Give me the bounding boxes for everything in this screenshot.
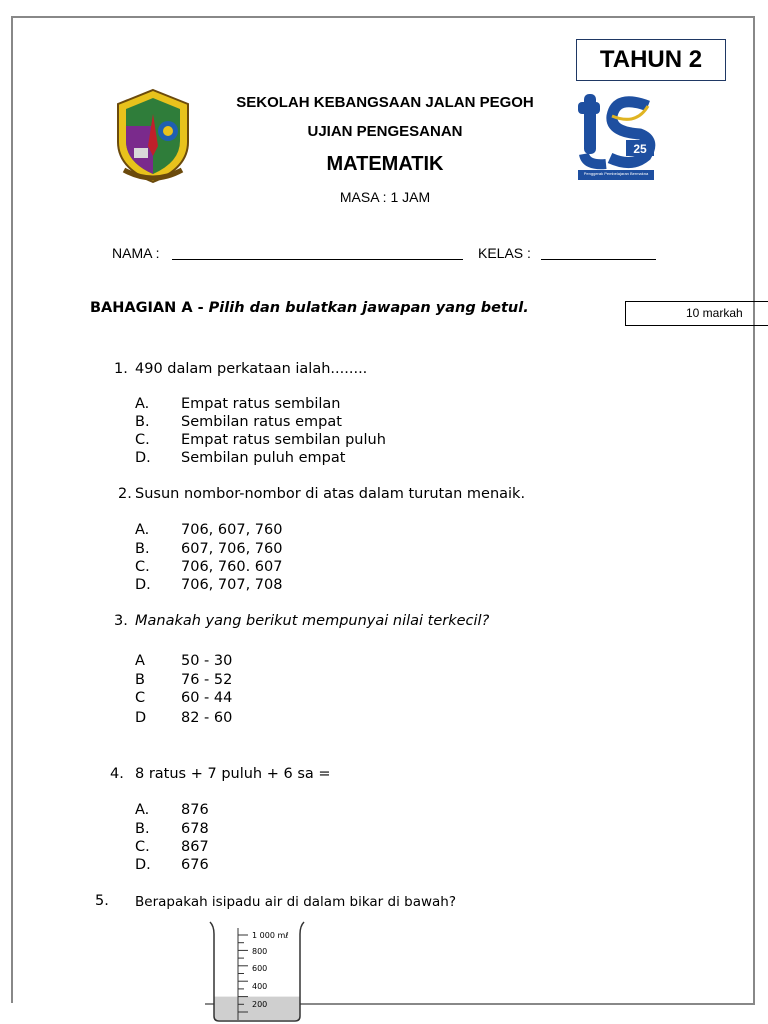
- option-text[interactable]: 876: [181, 802, 209, 818]
- question-text: 8 ratus + 7 puluh + 6 sa =: [135, 766, 331, 782]
- option-label[interactable]: C: [135, 690, 146, 706]
- question-text: Manakah yang berikut mempunyai nilai terkecil?: [135, 613, 490, 629]
- option-text[interactable]: Sembilan puluh empat: [181, 450, 346, 466]
- grade-box: TAHUN 2: [576, 39, 726, 81]
- option-text[interactable]: 706, 707, 708: [181, 577, 283, 593]
- option-text[interactable]: 50 - 30: [181, 653, 233, 669]
- option-text[interactable]: 82 - 60: [181, 710, 233, 726]
- beaker-scale-label: 800: [252, 947, 268, 956]
- option-text[interactable]: 76 - 52: [181, 672, 233, 688]
- beaker-scale-label: 400: [252, 982, 268, 991]
- option-label[interactable]: D: [135, 710, 147, 726]
- option-label[interactable]: B.: [135, 414, 150, 430]
- question-text: Berapakah isipadu air di dalam bikar di bawah?: [135, 894, 457, 910]
- option-text[interactable]: 706, 760. 607: [181, 559, 283, 575]
- beaker-scale-label: 200: [252, 1000, 268, 1009]
- option-text[interactable]: 678: [181, 821, 209, 837]
- option-text[interactable]: Empat ratus sembilan: [181, 396, 341, 412]
- beaker-scale-label: 1 000 mℓ: [252, 931, 289, 940]
- exam-title: UJIAN PENGESANAN: [307, 123, 463, 140]
- question-number: 1.: [114, 361, 128, 377]
- option-text[interactable]: 867: [181, 839, 209, 855]
- question-number: 5.: [95, 893, 109, 909]
- question-text: 490 dalam perkataan ialah........: [135, 361, 368, 377]
- option-text[interactable]: 676: [181, 857, 209, 873]
- option-text[interactable]: 706, 607, 760: [181, 522, 283, 538]
- section-instruction: Pilih dan bulatkan jawapan yang betul.: [208, 300, 529, 316]
- subject-title: MATEMATIK: [326, 153, 444, 175]
- option-label[interactable]: C.: [135, 839, 150, 855]
- school-crest-icon: [110, 86, 196, 186]
- name-field[interactable]: [172, 259, 463, 260]
- option-label[interactable]: A.: [135, 396, 150, 412]
- exam-duration: MASA : 1 JAM: [339, 189, 431, 205]
- class-field[interactable]: [541, 259, 656, 260]
- class-label: KELAS :: [478, 245, 531, 261]
- question-number: 2.: [118, 486, 132, 502]
- question-number: 4.: [110, 766, 124, 782]
- option-label[interactable]: D.: [135, 450, 151, 466]
- option-text[interactable]: Empat ratus sembilan puluh: [181, 432, 386, 448]
- question-text: Susun nombor-nombor di atas dalam turutan menaik.: [135, 486, 526, 502]
- beaker-diagram: [205, 920, 310, 1024]
- beaker-scale-label: 600: [252, 964, 268, 973]
- school-name: SEKOLAH KEBANGSAAN JALAN PEGOH: [236, 94, 534, 111]
- option-label[interactable]: D.: [135, 577, 151, 593]
- option-label[interactable]: B: [135, 672, 145, 688]
- section-heading: [90, 300, 529, 316]
- option-text[interactable]: 607, 706, 760: [181, 541, 283, 557]
- option-label[interactable]: D.: [135, 857, 151, 873]
- option-text[interactable]: Sembilan ratus empat: [181, 414, 342, 430]
- section-title: BAHAGIAN A -: [90, 300, 209, 316]
- logo-caption: Penggerak Pembelajaran Bermakna: [583, 171, 649, 176]
- option-label[interactable]: A: [135, 653, 145, 669]
- option-text[interactable]: 60 - 44: [181, 690, 233, 706]
- option-label[interactable]: C.: [135, 432, 150, 448]
- option-label[interactable]: C.: [135, 559, 150, 575]
- option-label[interactable]: A.: [135, 802, 150, 818]
- question-number: 3.: [114, 613, 128, 629]
- option-label[interactable]: A.: [135, 522, 150, 538]
- marks-box: 10 markah: [625, 301, 768, 326]
- name-label: NAMA :: [112, 245, 160, 261]
- option-label[interactable]: B.: [135, 821, 150, 837]
- option-label[interactable]: B.: [135, 541, 150, 557]
- logo-badge: 25: [633, 142, 647, 156]
